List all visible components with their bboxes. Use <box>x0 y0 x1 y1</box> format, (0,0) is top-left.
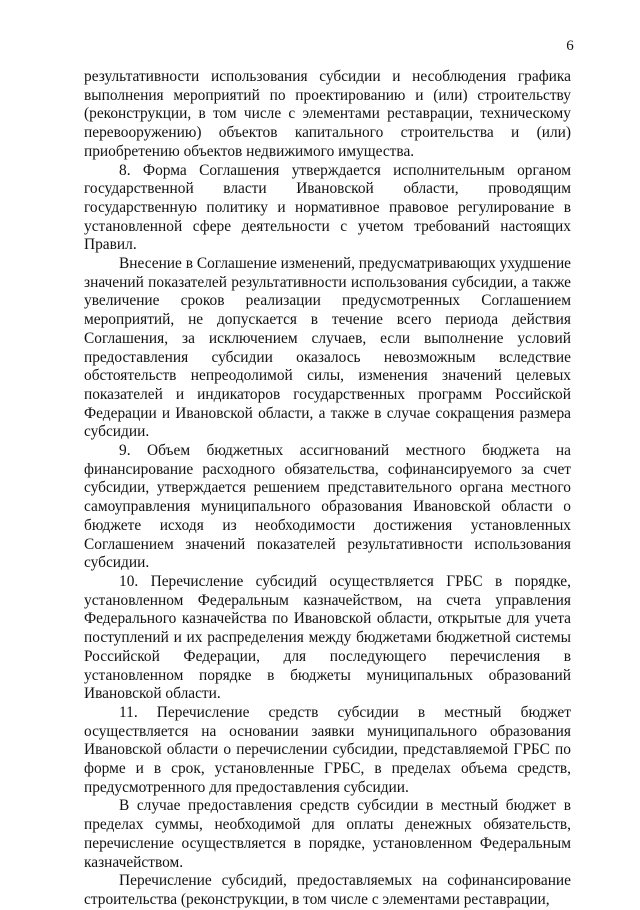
document-body <box>84 68 571 910</box>
paragraph-item-11: 11. Перечисление средств субсидии в местный бюджет осуществляется на основании заявки муниципального образования Ивановской области о перечислении субсидии, представляемой ГРБС по форме и в срок, установленные ГРБС, в пределах объема средств, предусмотренного для предоставления субсидии. <box>84 703 571 796</box>
paragraph-agreement-changes: Внесение в Соглашение изменений, предусматривающих ухудшение значений показателей результативности использования субсидии, а также увеличение сроков реализации предусмотренных Соглашением мероприятий, не допускается в течение всего периода действия Соглашения, за исключением случаев, если выполнение условий предоставления субсидии оказалось невозможным вследствие обстоятельств непреодолимой силы, изменения значений целевых показателей и индикаторов государственных программ Российской Федерации и Ивановской области, а также в случае сокращения размера субсидии. <box>84 255 572 441</box>
paragraph-subsidy-transfer: Перечисление субсидий, предоставляемых на софинансирование строительства (реконструкции, в том числе с элементами реставрации, <box>84 872 571 908</box>
paragraph-continuation: результативности использования субсидии и несоблюдения графика выполнения мероприятий по проектированию и (или) строительству (реконструкции, в том числе с элементами реставрации, техническому перевооружению) объектов капитального строительства и (или) приобретению объектов недвижимого имущества. <box>84 68 571 160</box>
paragraph-item-9: 9. Объем бюджетных ассигнований местного бюджета на финансирование расходного обязательства, софинансируемого за счет субсидии, утверждается решением представительного органа местного самоуправления муниципального образования Ивановской области о бюджете исходя из необходимости достижения установленных Соглашением значений показателей результативности использования субсидии. <box>84 442 571 572</box>
paragraph-item-10: 10. Перечисление субсидий осуществляется ГРБС в порядке, установленном Федеральным казначейством, на счета управления Федерального казначейства по Ивановской области, открытые для учета поступлений и их распределения между бюджетами бюджетной системы Российской Федерации, для последующего перечисления в установленном порядке в бюджеты муниципальных образований Ивановской области. <box>84 572 571 703</box>
page-number: 6 <box>566 38 574 54</box>
paragraph-item-8: 8. Форма Соглашения утверждается исполнительным органом государственной власти Ивановской области, проводящим государственную политику и нормативное правовое регулирование в установленной сфере деятельности с учетом требований настоящих Правил. <box>84 161 571 254</box>
paragraph-payment-limits: В случае предоставления средств субсидии в местный бюджет в пределах суммы, необходимой для оплаты денежных обязательств, перечисление осуществляется в порядке, установленном Федеральным казначейством. <box>84 797 571 871</box>
